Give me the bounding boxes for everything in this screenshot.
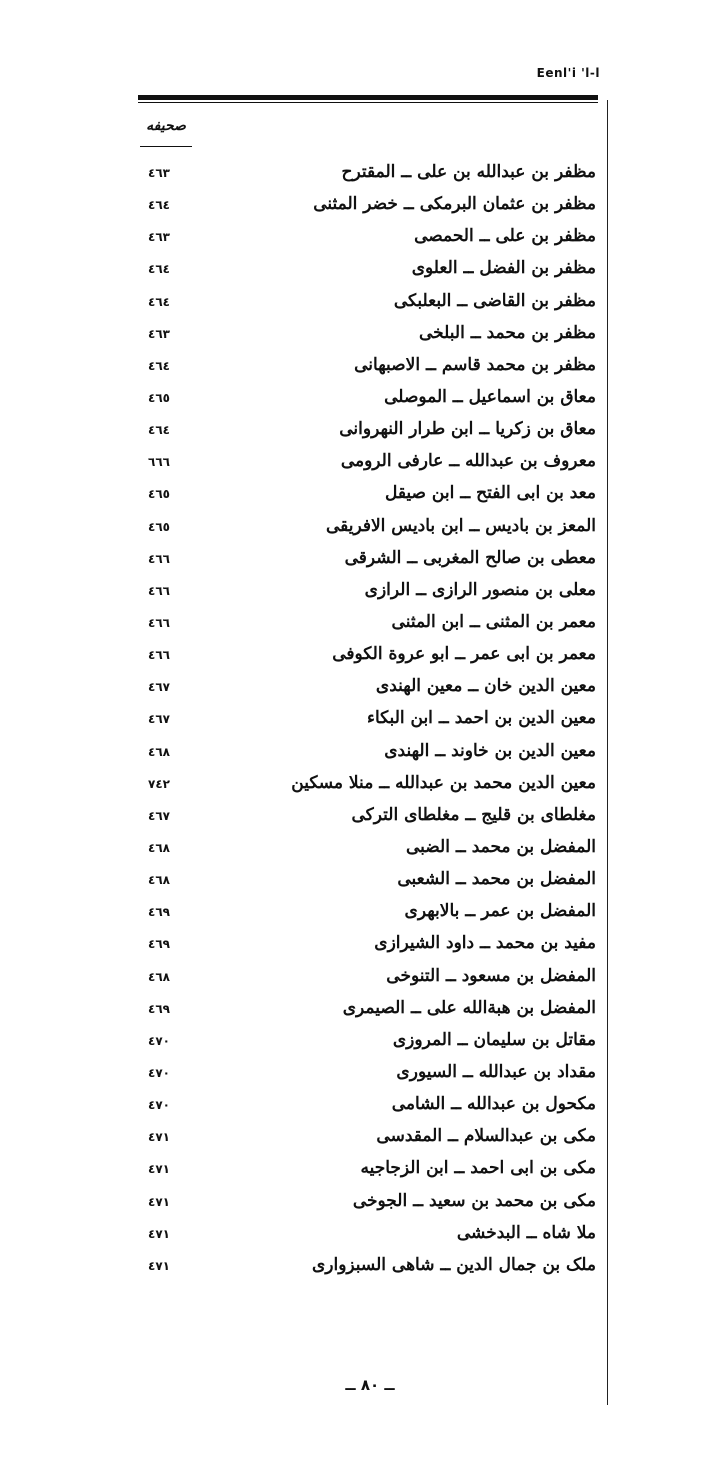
entry-name: مغلطای بن قلیج ــ مغلطای الترکی	[351, 804, 596, 825]
entry-name: مظفر بن عبدالله بن علی ــ المقترح	[341, 162, 596, 182]
entry-name: المفضل بن هبةالله علی ــ الصیمری	[342, 997, 596, 1018]
entry-name: معروف بن عبدالله ــ عارفی الرومی	[340, 451, 596, 472]
entry-name: مکی بن ابی احمد ــ ابن الزجاجیه	[360, 1158, 596, 1179]
index-entry	[138, 994, 600, 1026]
entry-page-number: ٤٦٧	[148, 712, 170, 727]
entry-name: معد بن ابی الفتح ــ ابن صیقل	[384, 483, 596, 504]
index-entry	[138, 608, 600, 640]
entry-name: مظفر بن محمد قاسم ــ الاصبهانی	[354, 354, 596, 375]
entry-page-number: ٤٦٦	[148, 615, 170, 630]
index-entry	[138, 512, 600, 544]
footer-page-number: ــ ٨٠ ــ	[345, 1376, 395, 1394]
index-entry	[138, 287, 600, 319]
entry-name: معین الدین خان ــ معین الهندی	[375, 676, 596, 697]
header-rule-thin	[138, 102, 598, 103]
entry-page-number: ٤٦٣	[148, 230, 170, 245]
entry-name: معین الدین بن خاوند ــ الهندی	[384, 740, 596, 761]
index-entry	[138, 190, 600, 222]
entry-page-number: ٤٦٣	[148, 166, 170, 180]
entry-page-number: ٤٦٧	[148, 680, 170, 695]
index-entry	[138, 1219, 600, 1251]
entry-name: معاق بن اسماعیل ــ الموصلی	[384, 386, 596, 407]
index-entry	[138, 415, 600, 447]
index-entry	[138, 222, 600, 254]
index-entry	[138, 865, 600, 897]
index-entry	[138, 737, 600, 769]
entry-name: المفضل بن عمر ــ بالابهری	[404, 901, 596, 922]
entry-page-number: ٤٦٦	[148, 551, 170, 566]
entry-name: مقاتل بن سلیمان ــ المروزی	[392, 1029, 596, 1050]
entry-page-number: ٧٤٢	[148, 776, 170, 791]
entry-name: مظفر بن محمد ــ البلخی	[419, 322, 596, 343]
index-entry	[138, 1026, 600, 1058]
index-entry	[138, 962, 600, 994]
index-entry-list	[138, 158, 600, 1283]
entry-name: مکحول بن عبدالله ــ الشامی	[391, 1094, 596, 1115]
entry-page-number: ٤٧١	[148, 1130, 170, 1145]
entry-page-number: ٤٦٤	[148, 423, 170, 438]
entry-name: مظفر بن الفضل ــ العلوی	[411, 258, 596, 279]
index-entry	[138, 1251, 600, 1283]
entry-page-number: ٦٦٦	[148, 455, 170, 470]
entry-name: مقداد بن عبدالله ــ السیوری	[396, 1061, 596, 1082]
index-entry	[138, 319, 600, 351]
index-entry	[138, 1058, 600, 1090]
entry-page-number: ٤٦٥	[148, 487, 170, 502]
page-column-header-underline	[140, 146, 192, 147]
entry-name: مظفر بن عثمان البرمکی ــ خضر المثنی	[313, 194, 596, 215]
entry-page-number: ٤٦٨	[148, 873, 170, 888]
entry-name: معین الدین بن احمد ــ ابن البکاء	[367, 708, 596, 729]
index-entry	[138, 254, 600, 286]
entry-page-number: ٤٦٩	[148, 905, 170, 920]
index-entry	[138, 929, 600, 961]
entry-page-number: ٤٧١	[148, 1258, 170, 1273]
entry-page-number: ٤٦٤	[148, 262, 170, 277]
entry-page-number: ٤٧١	[148, 1226, 170, 1241]
entry-page-number: ٤٦٩	[148, 1001, 170, 1016]
entry-page-number: ٤٧٠	[148, 1033, 170, 1048]
entry-page-number: ٤٦٥	[148, 390, 170, 405]
index-entry	[138, 447, 600, 479]
entry-name: المفضل بن مسعود ــ التنوخی	[386, 965, 596, 986]
entry-page-number: ٤٦٤	[148, 198, 170, 213]
index-entry	[138, 158, 600, 190]
entry-name: مظفر بن القاضی ــ البعلبکی	[393, 290, 596, 311]
entry-name: مکی بن محمد بن سعید ــ الجوخی	[352, 1190, 596, 1211]
index-entry	[138, 833, 600, 865]
index-entry	[138, 640, 600, 672]
index-entry	[138, 672, 600, 704]
index-entry	[138, 544, 600, 576]
entry-page-number: ٤٦٤	[148, 358, 170, 373]
entry-name: المفضل بن محمد ــ الضبی	[405, 836, 596, 857]
index-entry	[138, 383, 600, 415]
index-entry	[138, 576, 600, 608]
entry-page-number: ٤٦٨	[148, 840, 170, 855]
header-code: Eenl'i 'l-l	[536, 66, 600, 80]
entry-page-number: ٤٦٧	[148, 808, 170, 823]
entry-name: معطی بن صالح المغربی ــ الشرقی	[344, 547, 596, 568]
index-entry	[138, 1090, 600, 1122]
right-margin-rule	[607, 100, 608, 1405]
index-entry	[138, 1122, 600, 1154]
entry-page-number: ٤٧١	[148, 1162, 170, 1177]
entry-name: معمر بن ابی عمر ــ ابو عروة الکوفی	[332, 644, 596, 665]
index-entry	[138, 479, 600, 511]
index-entry	[138, 1187, 600, 1219]
index-entry	[138, 1154, 600, 1186]
entry-page-number: ٤٦٨	[148, 969, 170, 984]
page-column-header: صحيفه	[146, 118, 186, 134]
entry-name: معاق بن زکریا ــ ابن طرار النهروانی	[339, 419, 596, 440]
entry-name: ملک بن جمال الدین ــ شاهی السبزواری	[311, 1254, 596, 1275]
entry-name: مظفر بن علی ــ الحمصی	[414, 226, 596, 247]
entry-name: ملا شاه ــ البدخشی	[456, 1222, 596, 1243]
entry-page-number: ٤٦٦	[148, 583, 170, 598]
index-entry	[138, 897, 600, 929]
entry-name: معین الدین محمد بن عبدالله ــ منلا مسکین	[291, 772, 596, 793]
index-entry	[138, 704, 600, 736]
entry-page-number: ٤٦٨	[148, 744, 170, 759]
entry-page-number: ٤٧٠	[148, 1065, 170, 1080]
entry-name: مکی بن عبدالسلام ــ المقدسی	[376, 1126, 596, 1147]
entry-name: مفید بن محمد ــ داود الشیرازی	[374, 933, 596, 954]
entry-page-number: ٤٦٩	[148, 937, 170, 952]
index-entry	[138, 769, 600, 801]
entry-page-number: ٤٧١	[148, 1194, 170, 1209]
index-entry	[138, 351, 600, 383]
entry-page-number: ٤٦٤	[148, 294, 170, 309]
header-rule-thick	[138, 95, 598, 100]
entry-page-number: ٤٦٦	[148, 648, 170, 663]
entry-page-number: ٤٦٥	[148, 519, 170, 534]
entry-name: المعز بن بادیس ــ ابن بادیس الافریقی	[325, 515, 596, 536]
index-entry	[138, 801, 600, 833]
entry-name: معلی بن منصور الرازی ــ الرازی	[364, 579, 596, 600]
entry-name: معمر بن المثنی ــ ابن المثنی	[391, 611, 596, 632]
entry-name: المفضل بن محمد ــ الشعبی	[397, 869, 596, 890]
entry-page-number: ٤٧٠	[148, 1098, 170, 1113]
entry-page-number: ٤٦٣	[148, 326, 170, 341]
